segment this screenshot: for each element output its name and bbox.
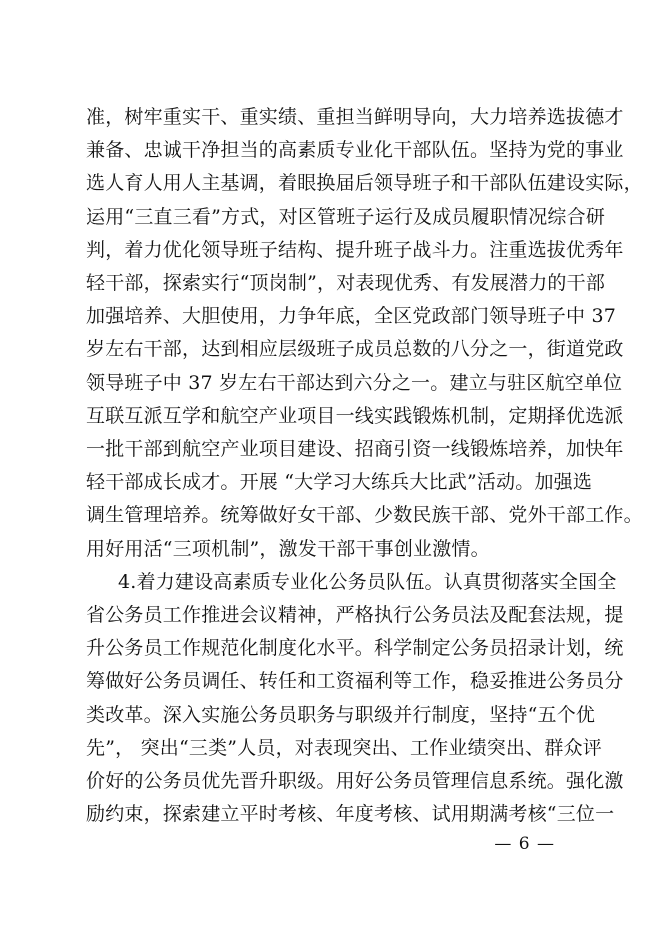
paragraph-1-line-7: 加强培养、大胆使用，力争年底，全区党政部门领导班子中 37	[86, 305, 617, 328]
paragraph-1-line-9: 领导班子中 37 岁左右干部达到六分之一。建立与驻区航空单位	[86, 371, 623, 394]
paragraph-1-line-4: 运用“三直三看”方式，对区管班子运行及成员履职情况综合研	[86, 205, 606, 228]
paragraph-2-line-5: 类改革。深入实施公务员职务与职级并行制度，坚持“五个优	[86, 703, 596, 726]
paragraph-1-line-6: 轻干部，探索实行“顶岗制”，对表现优秀、有发展潜力的干部	[86, 272, 606, 294]
paragraph-2-line-2: 省公务员工作推进会议精神，严格执行公务员法及配套法规，提	[86, 604, 624, 626]
paragraph-1-line-1: 准，树牢重实干、重实绩、重担当鲜明导向，大力培养选拔德才	[86, 106, 624, 128]
paragraph-2-line-8: 励约束，探索建立平时考核、年度考核、试用期满考核“三位一	[86, 803, 615, 826]
paragraph-1-line-8: 岁左右干部，达到相应层级班子成员总数的八分之一，街道党政	[86, 338, 624, 361]
paragraph-1-line-13: 调生管理培养。统筹做好女干部、少数民族干部、党外干部工作。	[86, 504, 643, 527]
paragraph-1-line-2: 兼备、忠诚干净担当的高素质专业化干部队伍。坚持为党的事业	[86, 139, 624, 162]
page-number: — 6 —	[494, 834, 555, 854]
paragraph-1-line-12: 轻干部成长成才。开展 “大学习大练兵大比武”活动。加强选	[86, 471, 593, 494]
paragraph-2-line-7: 价好的公务员优先晋升职级。用好公务员管理信息系统。强化激	[86, 770, 624, 792]
paragraph-1-line-10: 互联互派互学和航空产业项目一线实践锻炼机制，定期择优选派	[86, 404, 624, 427]
paragraph-1-line-11: 一批干部到航空产业项目建设、招商引资一线锻炼培养，加快年	[86, 438, 624, 460]
paragraph-2-line-4: 筹做好公务员调任、转任和工资福利等工作，稳妥推进公务员分	[86, 670, 624, 693]
paragraph-2-line-3: 升公务员工作规范化制度化水平。科学制定公务员招录计划，统	[86, 637, 624, 660]
paragraph-1-line-5: 判，着力优化领导班子结构、提升班子战斗力。注重选拔优秀年	[86, 238, 624, 261]
paragraph-2-line-6: 先”， 突出“三类”人员，对表现突出、工作业绩突出、群众评	[86, 736, 602, 759]
paragraph-1-line-14: 用好用活“三项机制”，激发干部干事创业激情。	[86, 537, 490, 560]
paragraph-2-line-1: 4.着力建设高素质专业化公务员队伍。认真贯彻落实全国全	[118, 570, 617, 593]
paragraph-1-line-3: 选人育人用人主基调，着眼换届后领导班子和干部队伍建设实际，	[86, 172, 643, 195]
